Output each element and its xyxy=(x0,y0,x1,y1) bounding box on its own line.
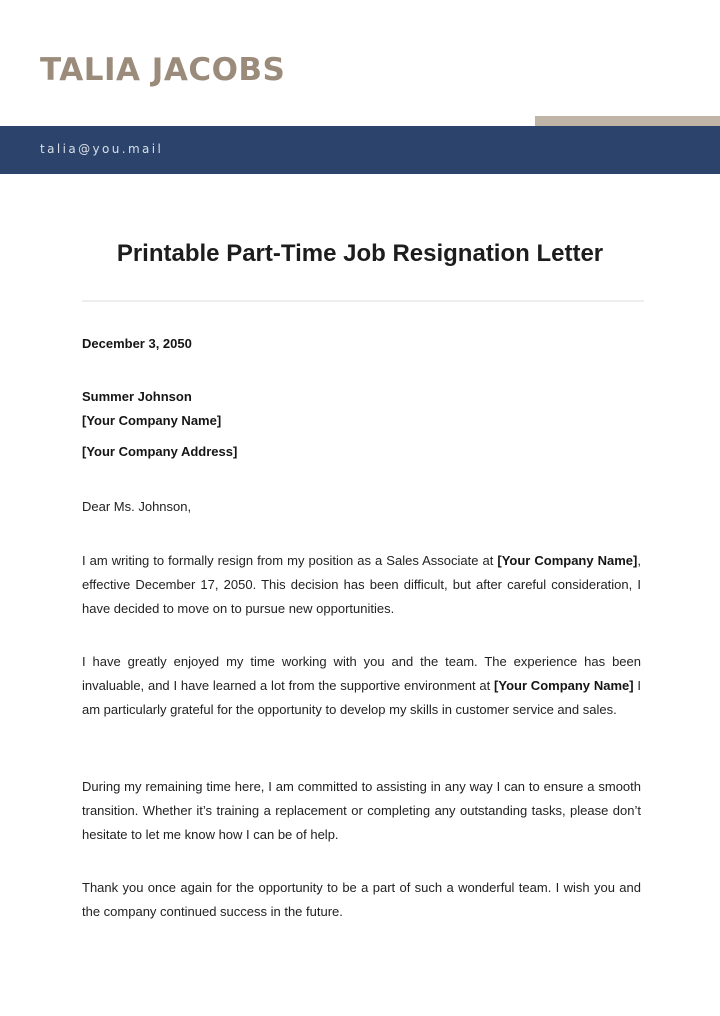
sender-email: talia@you.mail xyxy=(40,142,164,156)
paragraph-2 xyxy=(82,650,641,722)
letter-title: Printable Part-Time Job Resignation Letter xyxy=(116,240,604,267)
company-placeholder: [Your Company Name] xyxy=(494,678,634,693)
paragraph-1-text-a: I am writing to formally resign from my position as a Sales Associate at xyxy=(82,553,498,568)
header-band xyxy=(0,126,720,174)
sender-name: TALIA JACOBS xyxy=(40,52,286,88)
paragraph-4: Thank you once again for the opportunity to be a part of such a wonderful team. I wish you and the company continued success in the future. xyxy=(82,880,641,919)
paragraph-1 xyxy=(82,549,641,621)
salutation: Dear Ms. Johnson, xyxy=(82,499,192,514)
paragraph-2-text-a: I have greatly enjoyed my time working with you and the team. The experience has been invaluable, and I have learned a lot from the supportive environment at xyxy=(82,654,641,693)
paragraph-1-text-c: , effective December 17, 2050. This decision has been difficult, but after careful consideration, I have decided to move on to pursue new opportunities. xyxy=(82,553,641,616)
recipient-address: [Your Company Address] xyxy=(82,444,238,459)
company-placeholder: [Your Company Name] xyxy=(497,553,638,568)
letter-date: December 3, 2050 xyxy=(82,336,192,351)
recipient-name: Summer Johnson xyxy=(82,389,192,404)
recipient-company: [Your Company Name] xyxy=(82,413,222,428)
paragraph-2-text-c: I am particularly grateful for the opportunity to develop my skills in customer service and sales. xyxy=(82,678,641,717)
accent-strip xyxy=(535,116,720,126)
paragraph-3: During my remaining time here, I am committed to assisting in any way I can to ensure a smooth transition. Whether it’s training a replacement or completing any outstanding tasks, please don’t hesitate to let me know how I can be of help. xyxy=(82,779,641,842)
title-divider xyxy=(82,300,644,302)
